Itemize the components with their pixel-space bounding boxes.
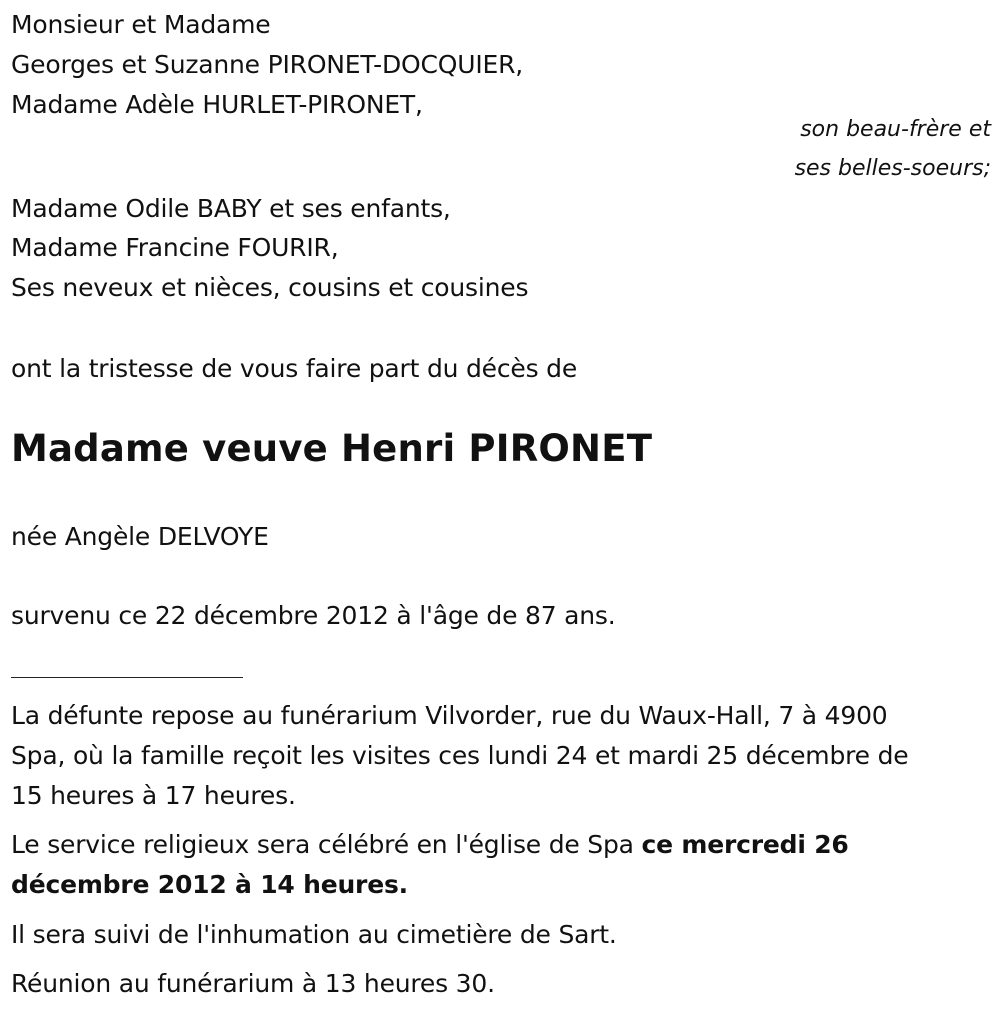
repose-line: Spa, où la famille reçoit les visites ces lundi 24 et mardi 25 décembre de (11, 741, 909, 770)
burial-info: Il sera suivi de l'inhumation au cimetière de Sart. (11, 920, 617, 949)
relation-line: son beau-frère et (800, 117, 991, 142)
family-line: Madame Francine FOURIR, (11, 233, 339, 262)
meeting-info: Réunion au funérarium à 13 heures 30. (11, 969, 495, 998)
separator-line (11, 677, 243, 678)
family-line: Ses neveux et nièces, cousins et cousines (11, 273, 529, 302)
service-time: décembre 2012 à 14 heures. (11, 870, 408, 899)
service-date: ce mercredi 26 (641, 830, 849, 859)
repose-line: 15 heures à 17 heures. (11, 781, 296, 810)
family-line: Madame Odile BABY et ses enfants, (11, 194, 451, 223)
service-text: Le service religieux sera célébré en l'église de Spa (11, 830, 642, 859)
family-line: Madame Adèle HURLET-PIRONET, (11, 90, 423, 119)
deceased-name: Madame veuve Henri PIRONET (11, 427, 653, 470)
family-line: Georges et Suzanne PIRONET-DOCQUIER, (11, 50, 524, 79)
family-line: Monsieur et Madame (11, 10, 271, 39)
death-info: survenu ce 22 décembre 2012 à l'âge de 87 ans. (11, 601, 616, 630)
repose-line: La défunte repose au funérarium Vilvorder, rue du Waux-Hall, 7 à 4900 (11, 701, 888, 730)
service-line (11, 829, 849, 861)
birth-name: née Angèle DELVOYE (11, 522, 269, 551)
relation-line: ses belles-soeurs; (794, 156, 991, 181)
announcement-text: ont la tristesse de vous faire part du décès de (11, 354, 578, 383)
